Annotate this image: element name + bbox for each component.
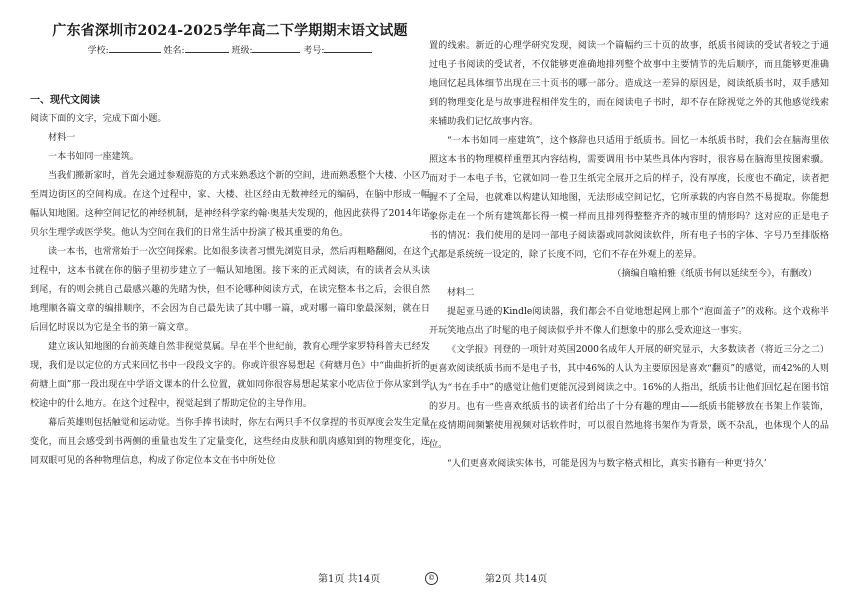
paragraph: 提起亚马逊的Kindle阅读器，我们都会不自觉地想起网上那个“泡面盖子”的戏称。这个戏称半开玩笑地点出了时髦的电子阅读似乎并不像人们想象中的那么受欢迎这一事实。 (429, 307, 829, 336)
paragraph: 一本书如同一座建筑。 (48, 152, 139, 162)
paragraph: “一本书如同一座建筑”，这个修辞也只适用于纸质书。回忆一本纸质书时，我们会在脑海里依照这本书的物理模样重塑其内容结构，需要调用书中某些具体内容时，很容易在脑海里按图索骥。而对于一本电子书，它就如同一卷卫生纸完全展开之后的样子，没有厚度，长度也不确定，读者把握不了全局，也就难以构建认知地图，无法形成空间记忆，它所承载的内容自然不易提取。你能想象你走在一个所有建筑都长得一模一样而且排列得整整齐齐的城市里的情形吗？这对应的正是电子书的情况：我们使用的是同一部电子阅读器或同款阅读软件，所有电子书的字体、字号乃至排版格式都是系统统一设定的，除了长度不同，它们不存在外观上的差异。 (429, 136, 829, 260)
paragraph: 置的线索。新近的心理学研究发现，阅读一个篇幅约三十页的故事，纸质书阅读的受试者较之于通过电子书阅读的受试者，不仅能够更准确地排列整个故事中主要情节的先后顺序，而且能够更准确地回忆起具体细节出现在三十页书的哪一部分。造成这一差异的原因是，阅读纸质书时，双手感知到的物理变化是与故事进程相伴发生的，而在阅读电子书时，却不存在除视觉之外的其他感觉线索来辅助我们记忆故事内容。 (429, 41, 829, 127)
instruction-text: 阅读下面的文字，完成下面小题。 (30, 114, 167, 124)
right-column (429, 0, 829, 474)
paragraph: 幕后英雄则包括触觉和运动觉。当你手捧书读时，你左右两只手不仅拿捏的书页厚度会发生定量变化，而且会感受到书两侧的重量也发生了定量变化，这些经由皮肤和肌肉感知到的物理变化，连同双眼可见的各种物理信息，构成了你定位本文在书中所处位 (30, 418, 430, 466)
material-one-label: 材料一 (48, 133, 76, 143)
paragraph: “人们更喜欢阅读实体书，可能是因为与数字格式相比，真实书籍有一种更‘持久’ (447, 459, 767, 469)
class-blank[interactable] (252, 42, 300, 53)
student-info-row (30, 42, 430, 60)
page-number-left: 第1页 共14页 (318, 574, 381, 585)
exam-title: 广东省深圳市2024-2025学年高二下学期期末语文试题 (52, 23, 408, 39)
exam-number-blank[interactable] (324, 42, 372, 53)
paragraph: 当我们搬新家时，首先会通过参观游览的方式来熟悉这个新的空间，进而熟悉整个大楼、小区乃至周边街区的空间构成。在这个过程中，家、大楼、社区经由无数神经元的编码，在脑中形成一幅幅认知地图。这种空间记忆的神经机制，是神经科学家约翰·奥基夫发现的，他因此获得了2014年诺贝尔生理学或医学奖。他认为空间在我们的日常生活中扮演了极其重要的角色。 (30, 171, 430, 238)
paragraph: 建立该认知地图的台前英雄自然非视觉莫属。早在半个世纪前，教育心理学家罗特科普夫已经发现，我们是以定位的方式来回忆书中一段段文字的。你或许很容易想起《荷塘月色》中“曲曲折折的荷塘上面”那一段出现在中学语文课本的什么位置，就如同你很容易想起某家小吃店位于你从家到学校途中的什么地方。在这个过程中，视觉起到了帮助定位的主导作用。 (30, 342, 430, 409)
name-blank[interactable] (185, 42, 229, 53)
paragraph: 《文学报》刊登的一项针对英国2000名成年人开展的研究显示，大多数读者（将近三分之二）更喜欢阅读纸质书而不是电子书，其中46%的人认为主要原因是喜欢“翻页”的感觉，而42%的人则认为“书在手中”的感觉让他们更能沉浸到阅读之中。16%的人指出，纸质书让他们回忆起在图书馆的岁月。也有一些喜欢纸质书的读者们给出了十分有趣的理由——纸质书能够放在书架上作装饰，在疫情期间频繁使用视频对话软件时，可以很自然地将书架作为背景，既不杂乱，也体现个人的品位。 (429, 345, 829, 450)
paragraph: 读一本书，也常常始于一次空间探索。比如很多读者习惯先浏览目录，然后再粗略翻阅，在这个过程中，这本书就在你的脑子里初步建立了一幅认知地图。接下来的正式阅读，有的读者会从头读到尾，有的则会挑自己最感兴趣的先睹为快，但不论哪种阅读方式，在读完整本书之后，会很自然地理顺各篇文章的编排顺序，不会因为自己最先读了其中哪一篇，或对哪一篇印象最深刻，就在日后回忆时误以为它是全书的第一篇文章。 (30, 247, 430, 333)
copyright-icon: © (425, 572, 438, 585)
school-label: 学校: (87, 46, 109, 56)
section-heading: 一、现代文阅读 (30, 95, 100, 106)
school-blank[interactable] (109, 42, 161, 53)
class-label: 班级: (231, 46, 253, 56)
source-citation: （摘编自喻柏雅《纸质书何以延续至今》，有删改） (612, 269, 817, 279)
left-column (30, 0, 430, 471)
name-label: 姓名: (163, 46, 185, 56)
page-number-right: 第2页 共14页 (485, 574, 548, 585)
material-two-label: 材料二 (447, 288, 475, 298)
exam-number-label: 考号: (303, 46, 325, 56)
